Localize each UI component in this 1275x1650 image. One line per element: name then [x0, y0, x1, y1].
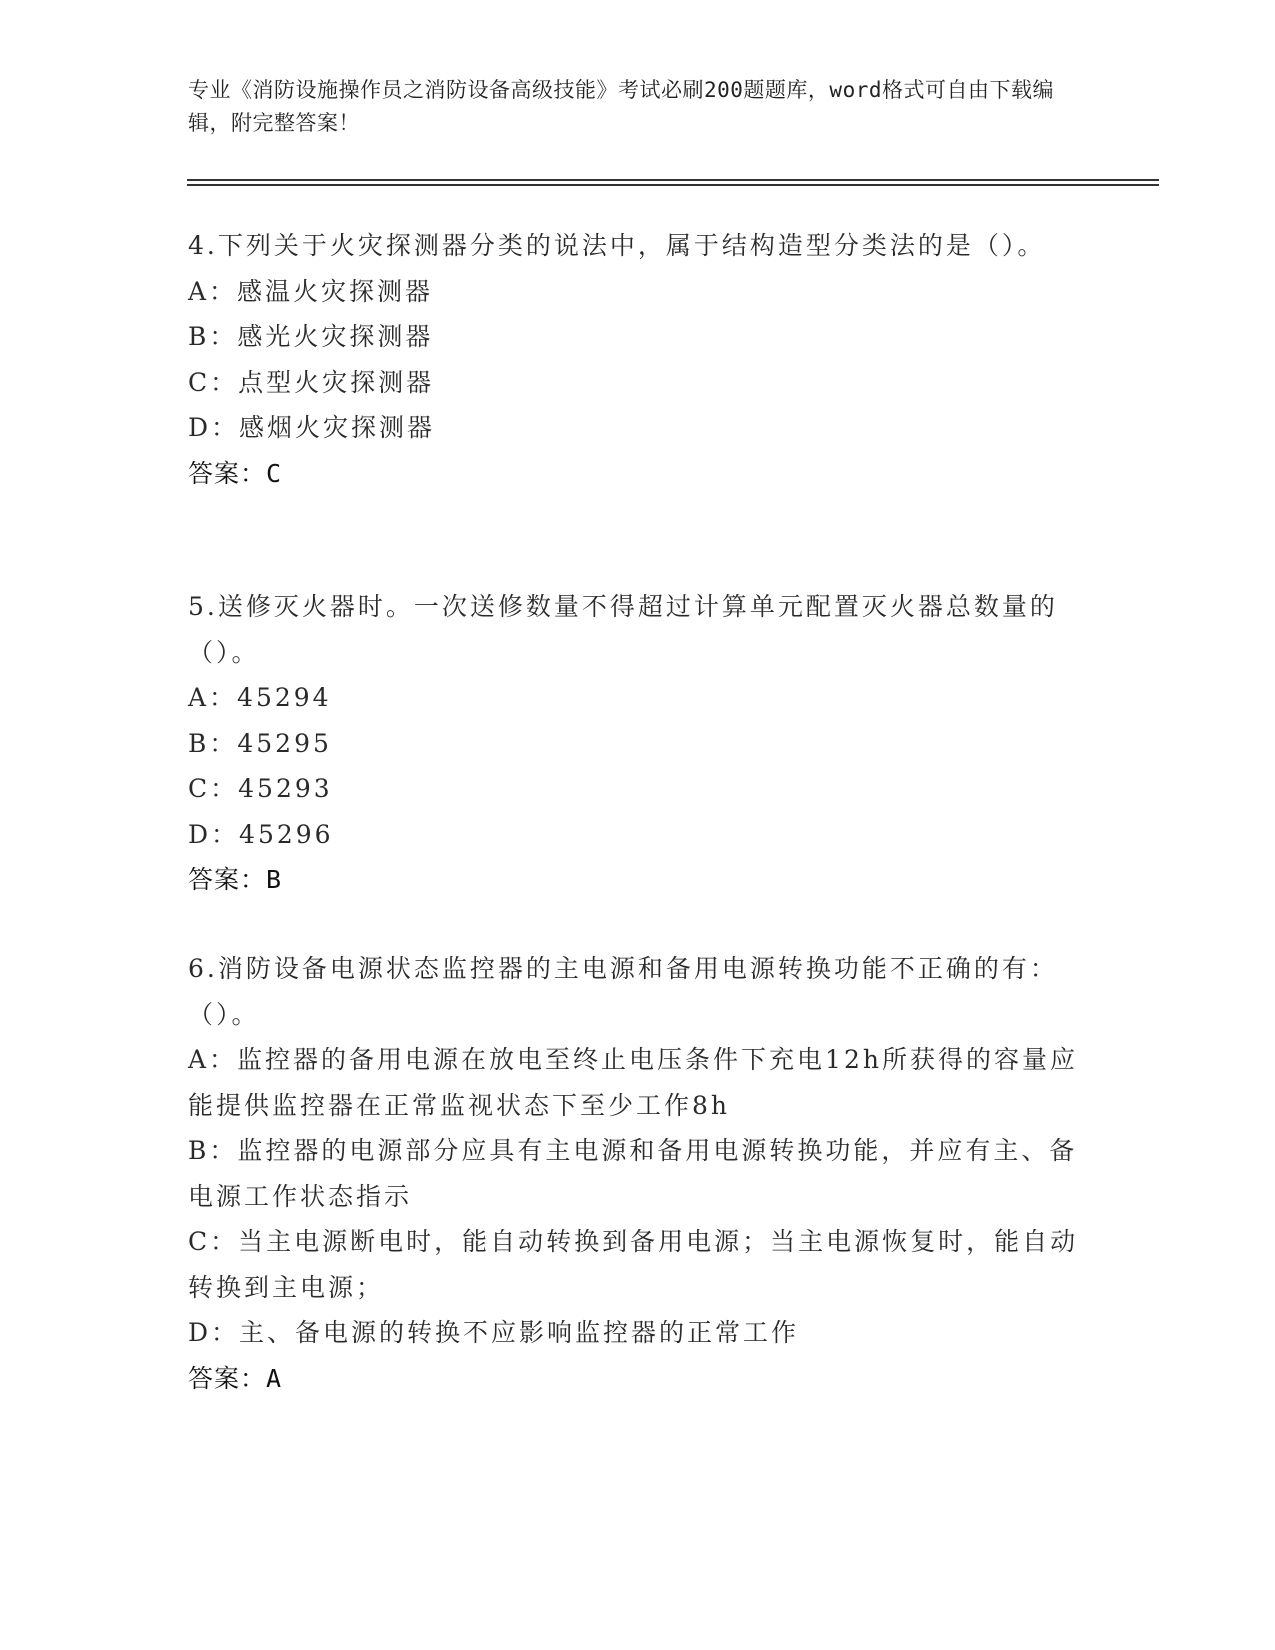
option-d: D：主、备电源的转换不应影响监控器的正常工作 [188, 1318, 800, 1347]
option-d: D：45296 [188, 819, 334, 849]
question-stem: 5.送修灭火器时。一次送修数量不得超过计算单元配置灭火器总数量的（）。 [188, 592, 1058, 667]
answer-line [188, 857, 1088, 903]
option-d: D：感烟火灾探测器 [188, 413, 436, 442]
answer-value: C [266, 458, 283, 488]
answer-label: 答案： [188, 1363, 267, 1393]
question-stem: 6.消防设备电源状态监控器的主电源和备用电源转换功能不正确的有：（）。 [188, 954, 1058, 1029]
option-c: C：点型火灾探测器 [188, 367, 435, 397]
answer-line [188, 1356, 1088, 1402]
option-a: A：监控器的备用电源在放电至终止电压条件下充电12h所获得的容量应能提供监控器在正常监视状态下至少工作8h [188, 1045, 1078, 1120]
answer-label: 答案： [188, 865, 267, 894]
header-divider-top [187, 179, 1159, 181]
document-intro: 专业《消防设施操作员之消防设备高级技能》考试必刷200题题库，word格式可自由下载编辑，附完整答案！ [188, 78, 1054, 135]
answer-line [188, 451, 1088, 497]
question-block [188, 946, 1088, 1401]
answer-value: A [266, 1363, 283, 1393]
option-a: A：45294 [188, 683, 332, 712]
option-b: B：45295 [188, 728, 332, 758]
answer-label: 答案： [188, 458, 267, 488]
option-a: A：感温火灾探测器 [188, 276, 434, 306]
answer-value: B [266, 865, 283, 894]
option-c: C：45293 [188, 774, 333, 803]
question-block [188, 584, 1088, 903]
option-b: B：监控器的电源部分应具有主电源和备用电源转换功能，并应有主、备电源工作状态指示 [188, 1136, 1078, 1211]
option-b: B：感光火灾探测器 [188, 322, 434, 351]
question-block [188, 223, 1088, 496]
option-c: C：当主电源断电时，能自动转换到备用电源；当主电源恢复时，能自动转换到主电源； [188, 1227, 1079, 1302]
header-divider-bottom [187, 184, 1159, 186]
question-stem: 4.下列关于火灾探测器分类的说法中，属于结构造型分类法的是（）。 [188, 231, 1046, 260]
